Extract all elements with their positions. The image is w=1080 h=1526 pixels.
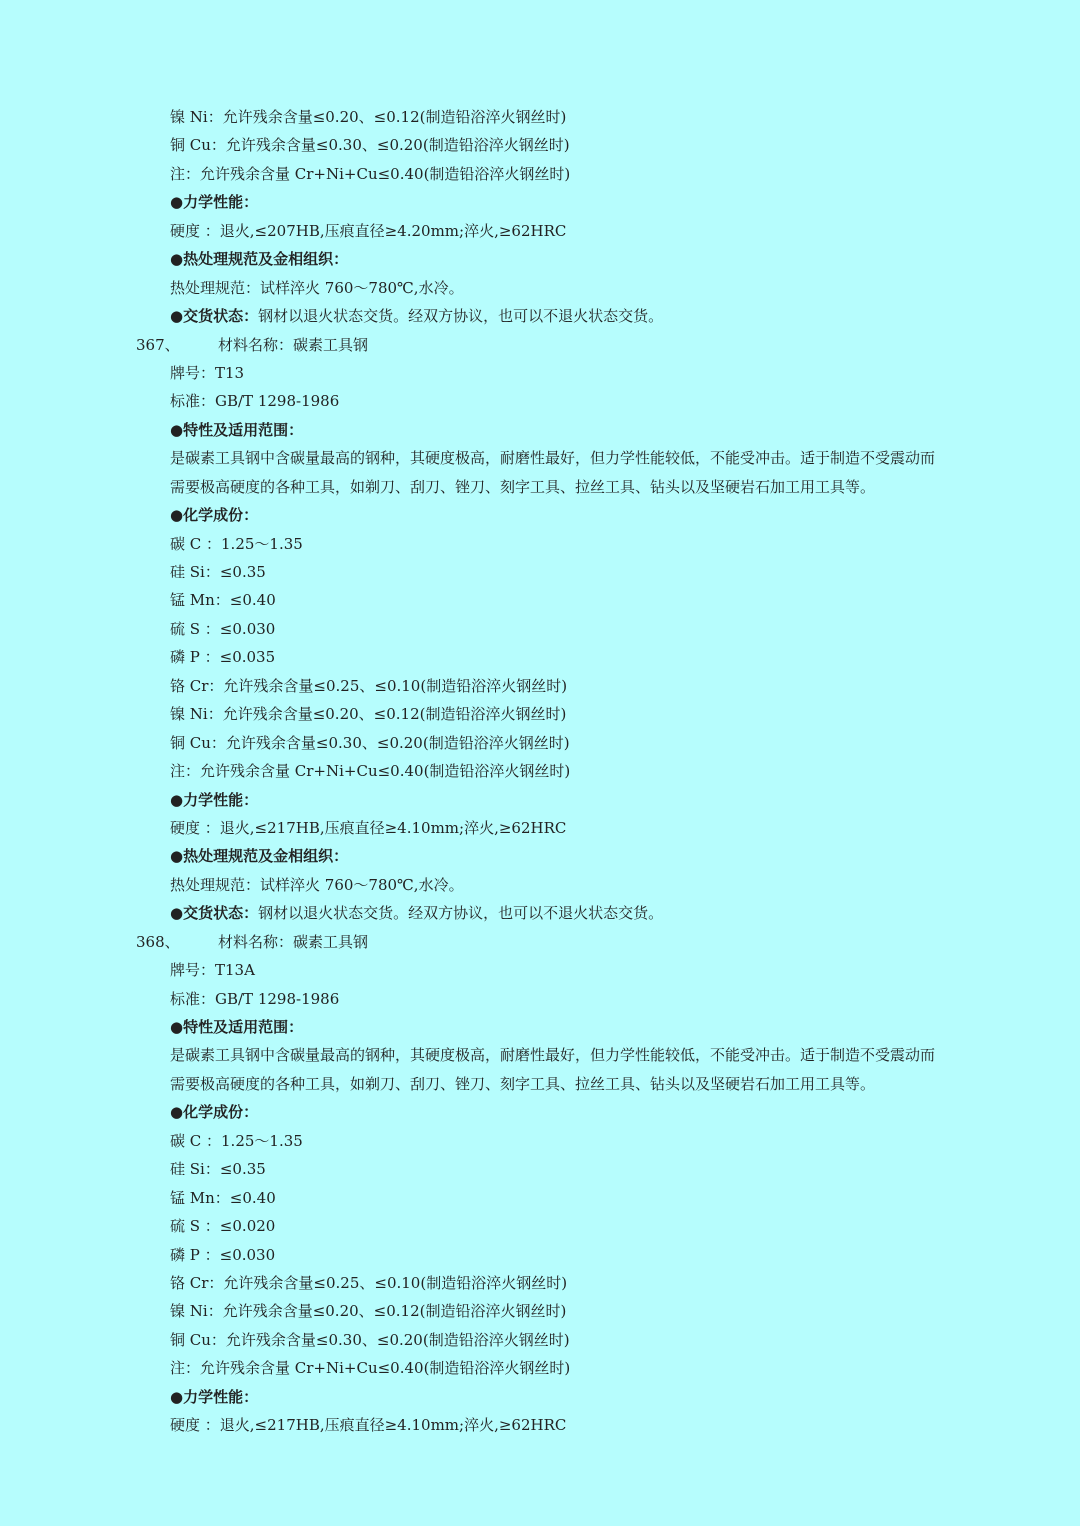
record-number: 368、 [136, 932, 180, 951]
text-line: 铜 Cu：允许残余含量≤0.30、≤0.20(制造铅浴淬火钢丝时) [170, 1330, 570, 1349]
text-line: 碳 C ：1.25～1.35 [170, 534, 303, 553]
text-line: 注：允许残余含量 Cr+Ni+Cu≤0.40(制造铅浴淬火钢丝时) [170, 1359, 571, 1378]
delivery-state-text: 钢材以退火状态交货。经双方协议，也可以不退火状态交货。 [258, 307, 664, 326]
section-heading: ●化学成份： [170, 1103, 259, 1122]
text-line: 磷 P ：≤0.030 [170, 1245, 276, 1264]
text-line: 牌号：T13 [170, 363, 245, 382]
section-heading: ●化学成份： [170, 506, 259, 525]
text-line: 碳 C ：1.25～1.35 [170, 1131, 303, 1150]
text-line: 锰 Mn：≤0.40 [170, 1188, 276, 1207]
section-heading: ●力学性能： [170, 790, 259, 809]
text-line: 是碳素工具钢中含碳量最高的钢种，其硬度极高，耐磨性最好，但力学性能较低，不能受冲击。适于制造不受震动而 [170, 1046, 936, 1065]
delivery-state-text: 钢材以退火状态交货。经双方协议，也可以不退火状态交货。 [258, 904, 664, 923]
text-line: 硬度 ：退火,≤217HB,压痕直径≥4.10mm;淬火,≥62HRC [170, 818, 567, 837]
text-line: 锰 Mn：≤0.40 [170, 591, 276, 610]
text-line: 热处理规范：试样淬火 760～780℃,水冷。 [170, 875, 464, 894]
document-body [0, 103, 1080, 1440]
record-header [0, 331, 1080, 359]
text-line: 硫 S ：≤0.030 [170, 619, 276, 638]
text-line: 是碳素工具钢中含碳量最高的钢种，其硬度极高，耐磨性最好，但力学性能较低，不能受冲击。适于制造不受震动而 [170, 449, 936, 468]
record-header [0, 928, 1080, 956]
section-heading: ●热处理规范及金相组织： [170, 250, 349, 269]
delivery-state-line [0, 302, 1080, 330]
text-line: 铬 Cr：允许残余含量≤0.25、≤0.10(制造铅浴淬火钢丝时) [170, 676, 568, 695]
text-line: 磷 P ：≤0.035 [170, 648, 276, 667]
delivery-state-label: ●交货状态： [170, 904, 259, 923]
section-heading: ●特性及适用范围： [170, 420, 304, 439]
text-line: 硬度 ：退火,≤217HB,压痕直径≥4.10mm;淬火,≥62HRC [170, 1416, 567, 1435]
text-line: 硅 Si：≤0.35 [170, 1160, 266, 1179]
text-line: 注：允许残余含量 Cr+Ni+Cu≤0.40(制造铅浴淬火钢丝时) [170, 164, 571, 183]
text-line: 镍 Ni：允许残余含量≤0.20、≤0.12(制造铅浴淬火钢丝时) [170, 705, 567, 724]
text-line: 铜 Cu：允许残余含量≤0.30、≤0.20(制造铅浴淬火钢丝时) [170, 136, 570, 155]
record-number: 367、 [136, 335, 180, 354]
section-heading: ●特性及适用范围： [170, 1018, 304, 1036]
text-line: 热处理规范：试样淬火 760～780℃,水冷。 [170, 278, 464, 297]
delivery-state-line [0, 899, 1080, 927]
text-line: 硬度 ：退火,≤207HB,压痕直径≥4.20mm;淬火,≥62HRC [170, 221, 567, 240]
section-heading: ●力学性能： [170, 193, 259, 212]
delivery-state-label: ●交货状态： [170, 307, 259, 326]
text-line: 镍 Ni：允许残余含量≤0.20、≤0.12(制造铅浴淬火钢丝时) [170, 108, 567, 126]
text-line: 硫 S ：≤0.020 [170, 1217, 276, 1236]
record-material-name: 材料名称：碳素工具钢 [218, 932, 369, 951]
text-line: 铬 Cr：允许残余含量≤0.25、≤0.10(制造铅浴淬火钢丝时) [170, 1273, 568, 1292]
record-material-name: 材料名称：碳素工具钢 [218, 335, 369, 354]
text-line: 需要极高硬度的各种工具，如剃刀、刮刀、锉刀、刻字工具、拉丝工具、钻头以及坚硬岩石加工用工具等。 [170, 477, 876, 496]
text-line: 镍 Ni：允许残余含量≤0.20、≤0.12(制造铅浴淬火钢丝时) [170, 1302, 567, 1321]
text-line: 铜 Cu：允许残余含量≤0.30、≤0.20(制造铅浴淬火钢丝时) [170, 733, 570, 752]
text-line: 标准：GB/T 1298-1986 [170, 392, 340, 411]
text-line: 牌号：T13A [170, 961, 255, 980]
text-line: 注：允许残余含量 Cr+Ni+Cu≤0.40(制造铅浴淬火钢丝时) [170, 762, 571, 781]
text-line: 需要极高硬度的各种工具，如剃刀、刮刀、锉刀、刻字工具、拉丝工具、钻头以及坚硬岩石加工用工具等。 [170, 1074, 876, 1093]
section-heading: ●热处理规范及金相组织： [170, 847, 349, 866]
section-heading: ●力学性能： [170, 1387, 259, 1406]
text-line: 标准：GB/T 1298-1986 [170, 989, 340, 1008]
text-line: 硅 Si：≤0.35 [170, 563, 266, 581]
